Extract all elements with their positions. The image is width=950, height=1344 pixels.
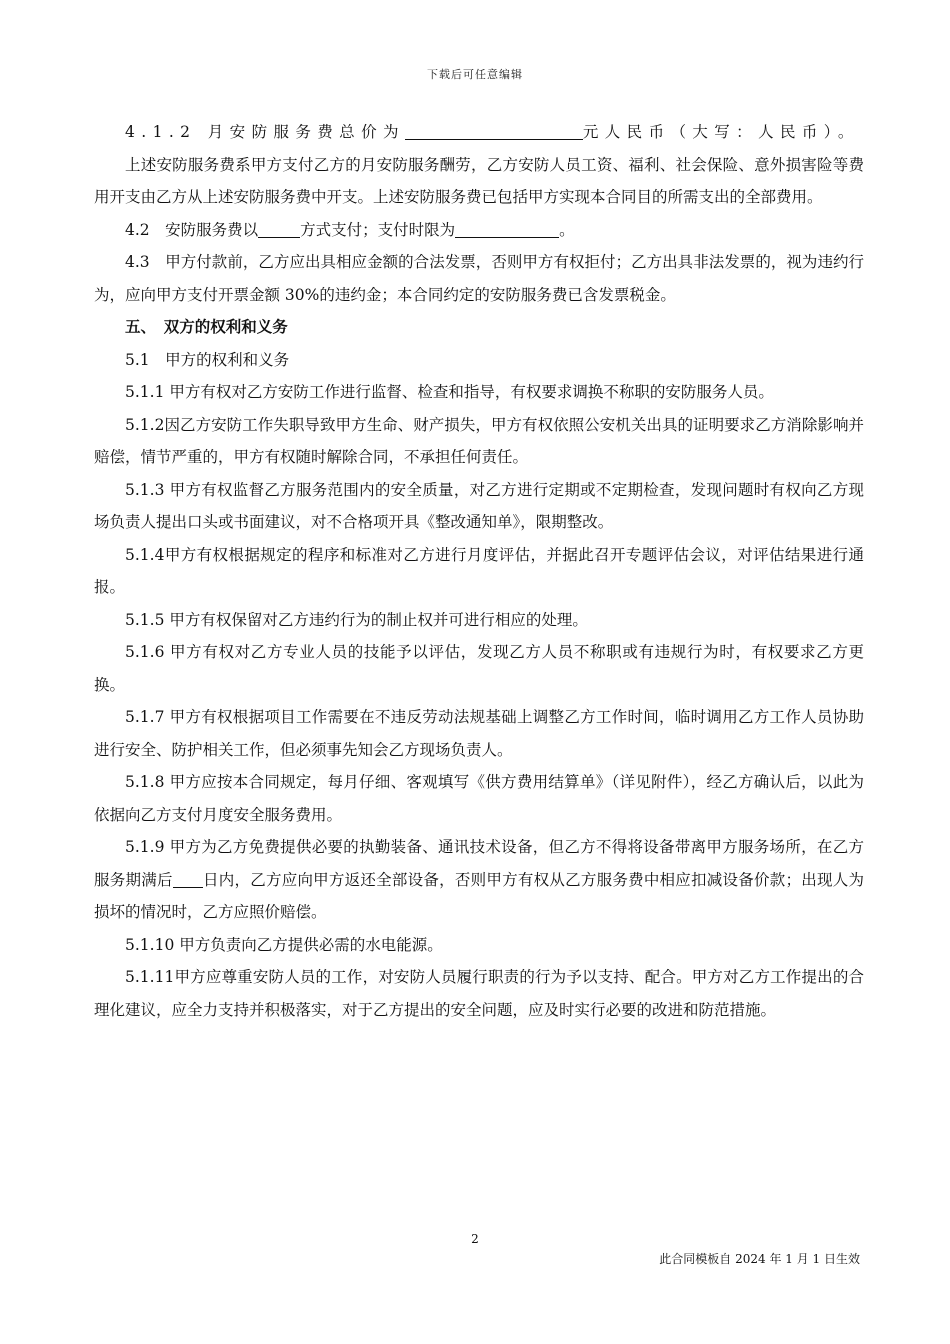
- clause-5-1: 5.1 甲方的权利和义务: [125, 350, 290, 369]
- clause-4-2: [94, 214, 864, 247]
- document-body: [94, 116, 864, 1026]
- clause-4-3: 4.3 甲方付款前，乙方应出具相应金额的合法发票，否则甲方有权拒付；乙方出具非法发票的，视为违约行为，应向甲方支付开票金额 30%的违约金；本合同约定的安防服务费已含发票税金。: [94, 253, 864, 304]
- payment-method-blank: [258, 219, 300, 238]
- clause-5-1-7: 5.1.7 甲方有权根据项目工作需要在不违反劳动法规基础上调整乙方工作时间，临时调用乙方工作人员协助进行安全、防护相关工作，但必须事先知会乙方现场负责人。: [94, 708, 864, 759]
- clause-4-1-2: [94, 116, 864, 149]
- clause-5-1-5: 5.1.5 甲方有权保留对乙方违约行为的制止权并可进行相应的处理。: [125, 610, 588, 629]
- clause-5-1-4: 5.1.4甲方有权根据规定的程序和标准对乙方进行月度评估，并据此召开专题评估会议，对评估结果进行通报。: [94, 545, 864, 596]
- clause-5-1-9-lead: 5.1.9 甲方为乙方免费提供必要的执勤装备、通讯技术设备，但乙方不得将设备带离甲方服务场所，在乙方服务期满后: [94, 838, 864, 889]
- page-number: 2: [471, 1232, 479, 1246]
- effective-date-note: 此合同模板自 2024 年 1 月 1 日生效: [659, 1252, 860, 1266]
- payment-deadline-blank: [455, 219, 559, 238]
- clause-5-1-6: 5.1.6 甲方有权对乙方专业人员的技能予以评估，发现乙方人员不称职或有违规行为时，有权要求乙方更换。: [94, 643, 864, 694]
- amount-blank: [405, 121, 583, 140]
- page-header: 下载后可任意编辑: [427, 68, 523, 81]
- clause-5-1-9-end: 日内，乙方应向甲方返还全部设备，否则甲方有权从乙方服务费中相应扣减设备价款；出现人为损坏的情况时，乙方应照价赔偿。: [94, 870, 864, 921]
- clause-4-2-end: 。: [559, 220, 575, 239]
- clause-5-1-1: 5.1.1 甲方有权对乙方安防工作进行监督、检查和指导，有权要求调换不称职的安防服务人员。: [125, 383, 774, 401]
- days-blank: [173, 869, 203, 888]
- clause-4-1-2-end: ）。: [823, 123, 860, 141]
- section-heading-5: 五、 双方的权利和义务: [125, 317, 288, 336]
- clause-5-1-10: 5.1.10 甲方负责向乙方提供必需的水电能源。: [125, 935, 443, 954]
- clause-5-1-9: [94, 831, 864, 929]
- paragraph-fee-description: 上述安防服务费系甲方支付乙方的月安防服务酬劳，乙方安防人员工资、福利、社会保险、意外损害险等费用开支由乙方从上述安防服务费中开支。上述安防服务费已包括甲方实现本合同目的所需支出的全部费用。: [94, 155, 864, 206]
- clause-5-1-8: 5.1.8 甲方应按本合同规定，每月仔细、客观填写《供方费用结算单》（详见附件），经乙方确认后，以此为依据向乙方支付月度安全服务费用。: [94, 773, 864, 824]
- clause-4-1-2-lead: 4.1.2 月安防服务费总价为: [125, 123, 405, 141]
- clause-4-1-2-mid: 元人民币（大写：人民币: [582, 123, 824, 141]
- clause-4-2-mid: 方式支付；支付时限为: [300, 220, 456, 239]
- clause-5-1-11: 5.1.11甲方应尊重安防人员的工作，对安防人员履行职责的行为予以支持、配合。甲方对乙方工作提出的合理化建议，应全力支持并积极落实，对于乙方提出的安全问题，应及时实行必要的改进和防范措施。: [94, 968, 864, 1019]
- clause-4-2-lead: 4.2 安防服务费以: [125, 220, 259, 239]
- clause-5-1-2: 5.1.2因乙方安防工作失职导致甲方生命、财产损失，甲方有权依照公安机关出具的证明要求乙方消除影响并赔偿，情节严重的，甲方有权随时解除合同，不承担任何责任。: [94, 415, 864, 466]
- clause-5-1-3: 5.1.3 甲方有权监督乙方服务范围内的安全质量，对乙方进行定期或不定期检查，发现问题时有权向乙方现场负责人提出口头或书面建议，对不合格项开具《整改通知单》，限期整改。: [94, 480, 864, 531]
